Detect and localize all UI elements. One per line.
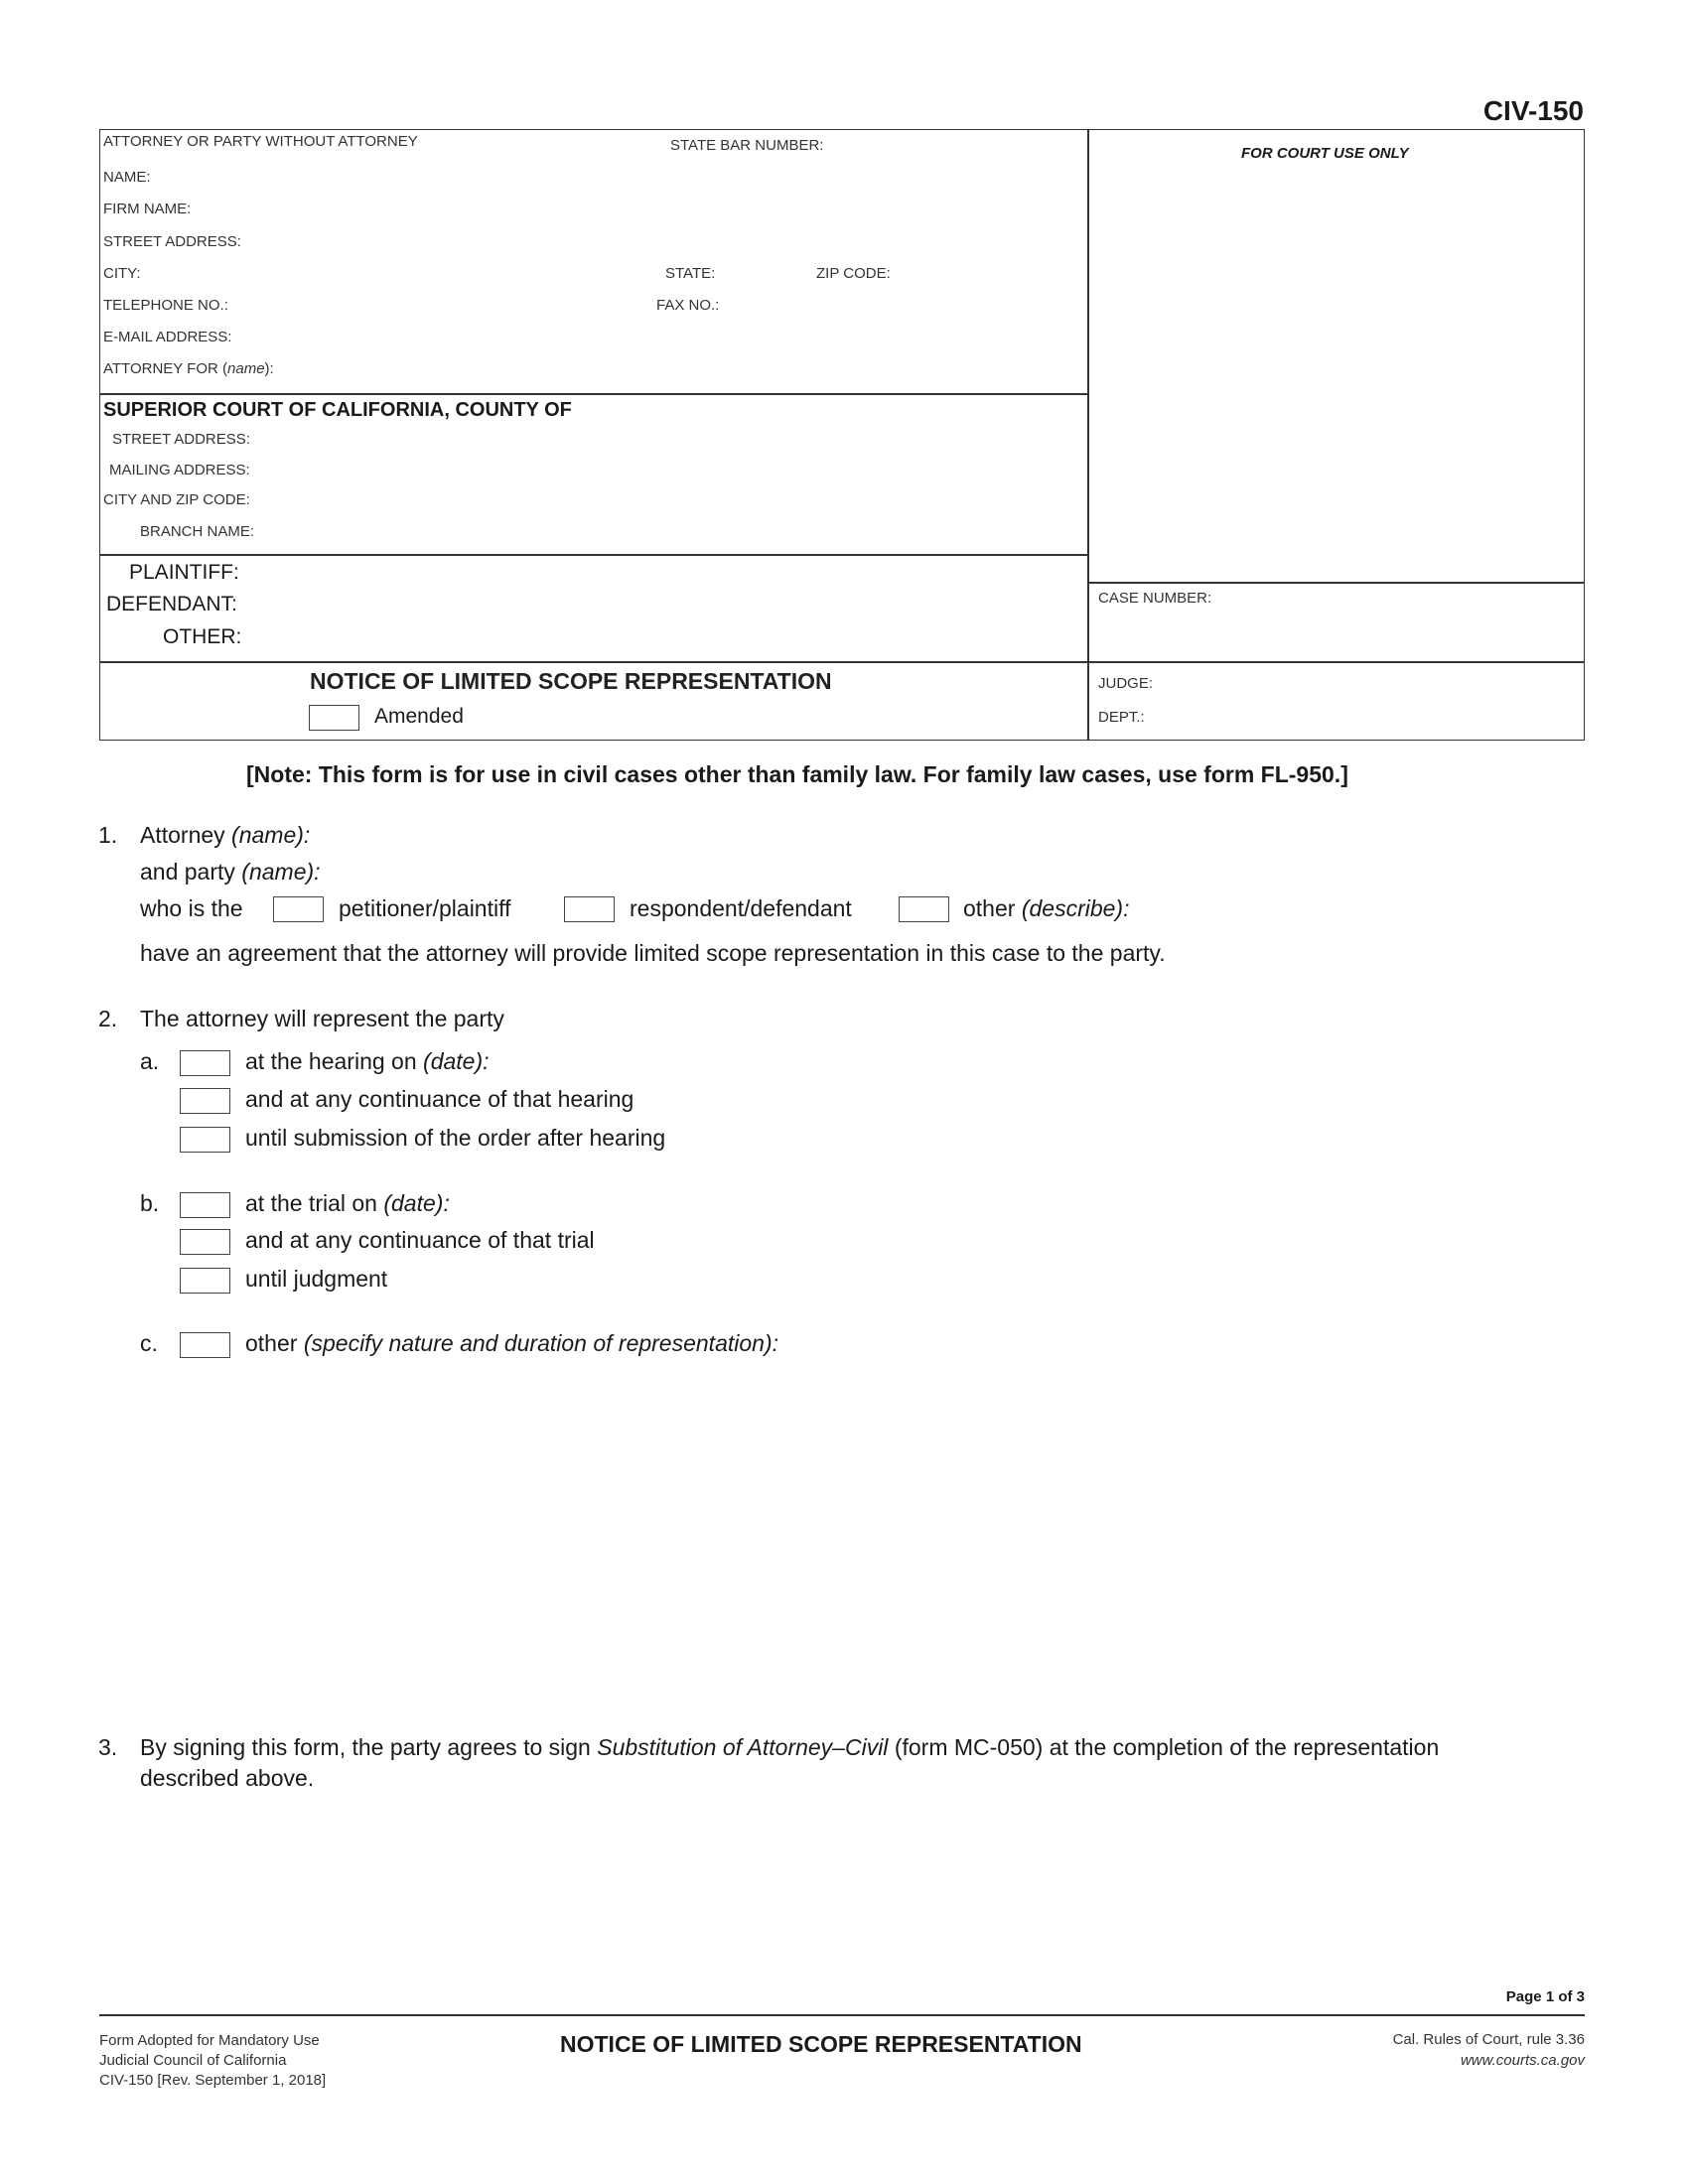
city-label: CITY: <box>103 265 141 282</box>
item2-number: 2. <box>98 1006 118 1031</box>
form-title: NOTICE OF LIMITED SCOPE REPRESENTATION <box>310 668 832 694</box>
hearing-checkbox[interactable] <box>180 1050 230 1076</box>
rule-case-number <box>1087 582 1585 584</box>
item1-attorney: Attorney (name): <box>140 822 311 848</box>
state-bar-label: STATE BAR NUMBER: <box>670 137 824 154</box>
petitioner-label: petitioner/plaintiff <box>339 895 511 921</box>
court-use-label: FOR COURT USE ONLY <box>1241 145 1409 162</box>
trial-continuance-checkbox[interactable] <box>180 1229 230 1255</box>
item1-number: 1. <box>98 822 118 848</box>
zip-code-label: ZIP CODE: <box>816 265 891 282</box>
item3-text: By signing this form, the party agrees to sign Substitution of Attorney–Civil (form MC-050) at the completion of the representation <box>140 1734 1440 1760</box>
item1-party: and party (name): <box>140 859 321 885</box>
item3-number: 3. <box>98 1734 118 1760</box>
caption-table <box>99 129 1585 741</box>
footer-title: NOTICE OF LIMITED SCOPE REPRESENTATION <box>560 2031 1082 2057</box>
other-representation-checkbox[interactable] <box>180 1332 230 1358</box>
adopted-line1: Form Adopted for Mandatory Use <box>99 2032 320 2049</box>
state-label: STATE: <box>665 265 716 282</box>
hearing-continuance-label: and at any continuance of that hearing <box>245 1086 634 1112</box>
other-party-label: OTHER: <box>163 625 242 648</box>
form-id: CIV-150 <box>1482 95 1584 126</box>
adopted-line2: Judicial Council of California <box>99 2052 287 2069</box>
fax-label: FAX NO.: <box>656 297 720 314</box>
email-label: E-MAIL ADDRESS: <box>103 329 232 345</box>
judgment-checkbox[interactable] <box>180 1268 230 1294</box>
hearing-label: at the hearing on (date): <box>245 1048 490 1074</box>
item1-who-is: who is the <box>140 895 243 921</box>
rule-court <box>99 393 1088 395</box>
street-address-label: STREET ADDRESS: <box>103 233 241 250</box>
order-submission-label: until submission of the order after hearing <box>245 1125 666 1151</box>
firm-name-label: FIRM NAME: <box>103 201 192 217</box>
judgment-label: until judgment <box>245 1266 388 1292</box>
dept-label: DEPT.: <box>1098 709 1145 726</box>
item2c-letter: c. <box>140 1330 158 1356</box>
courts-website[interactable]: www.courts.ca.gov <box>1460 2052 1585 2069</box>
item3-text-line2: described above. <box>140 1765 315 1791</box>
other-role-checkbox[interactable] <box>899 896 949 922</box>
trial-label: at the trial on (date): <box>245 1190 450 1216</box>
respondent-label: respondent/defendant <box>630 895 852 921</box>
caption-divider <box>1087 129 1089 741</box>
respondent-checkbox[interactable] <box>564 896 615 922</box>
telephone-label: TELEPHONE NO.: <box>103 297 228 314</box>
rules-citation: Cal. Rules of Court, rule 3.36 <box>1392 2031 1585 2048</box>
order-submission-checkbox[interactable] <box>180 1127 230 1153</box>
page-number: Page 1 of 3 <box>1505 1988 1585 2005</box>
adopted-line3: CIV-150 [Rev. September 1, 2018] <box>99 2072 327 2089</box>
plaintiff-label: PLAINTIFF: <box>129 561 239 584</box>
footer-rule <box>99 2014 1585 2016</box>
amended-checkbox[interactable] <box>309 705 359 731</box>
rule-title <box>99 661 1585 663</box>
trial-checkbox[interactable] <box>180 1192 230 1218</box>
item2b-letter: b. <box>140 1190 160 1216</box>
attorney-block-title: ATTORNEY OR PARTY WITHOUT ATTORNEY <box>103 133 418 150</box>
hearing-continuance-checkbox[interactable] <box>180 1088 230 1114</box>
other-representation-label: other (specify nature and duration of representation): <box>245 1330 778 1356</box>
attorney-for-label: ATTORNEY FOR (name): <box>103 360 274 377</box>
item2a-letter: a. <box>140 1048 160 1074</box>
petitioner-checkbox[interactable] <box>273 896 324 922</box>
family-law-note: [Note: This form is for use in civil cases other than family law. For family law cases, use form FL-950.] <box>246 761 1348 787</box>
amended-label: Amended <box>374 705 464 728</box>
case-number-label: CASE NUMBER: <box>1098 590 1212 607</box>
court-city-zip-label: CITY AND ZIP CODE: <box>103 491 250 508</box>
rule-parties <box>99 554 1088 556</box>
name-label: NAME: <box>103 169 151 186</box>
court-mailing-label: MAILING ADDRESS: <box>109 462 250 478</box>
item2-intro: The attorney will represent the party <box>140 1006 504 1031</box>
trial-continuance-label: and at any continuance of that trial <box>245 1227 595 1253</box>
court-branch-label: BRANCH NAME: <box>140 523 255 540</box>
other-role-label: other (describe): <box>963 895 1130 921</box>
judge-label: JUDGE: <box>1098 675 1154 692</box>
court-title: SUPERIOR COURT OF CALIFORNIA, COUNTY OF <box>103 399 572 421</box>
agreement-text: have an agreement that the attorney will provide limited scope representation in this case to the party. <box>140 940 1166 966</box>
court-street-label: STREET ADDRESS: <box>112 431 250 448</box>
defendant-label: DEFENDANT: <box>106 593 237 615</box>
